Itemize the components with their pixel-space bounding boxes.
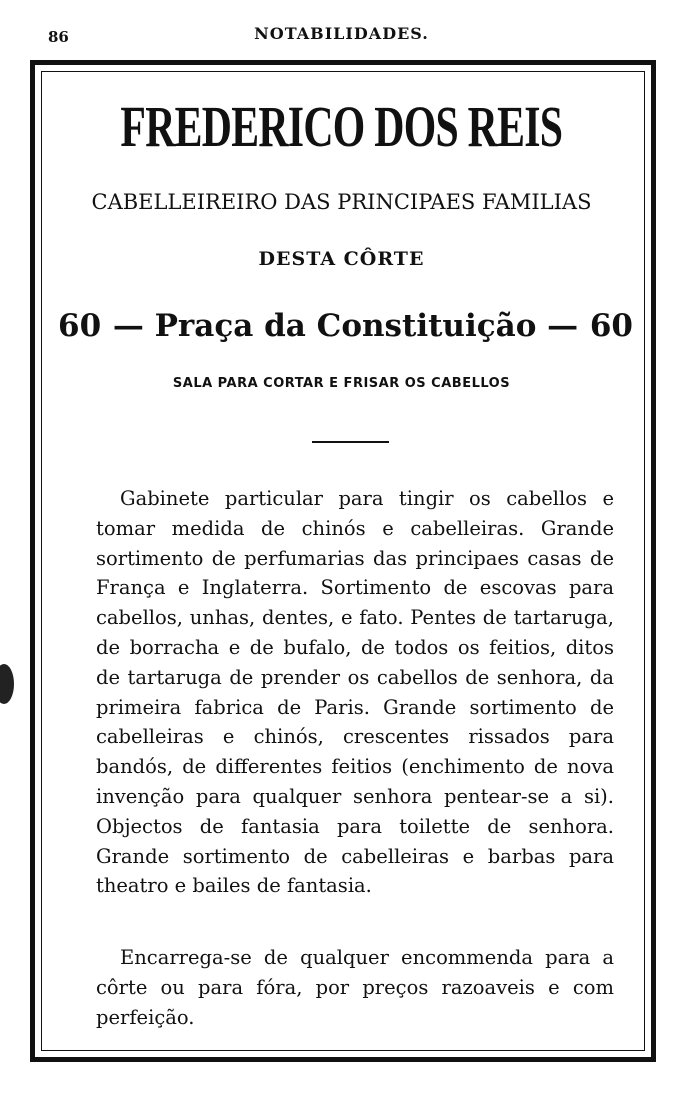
service-description: SALA PARA CORTAR E FRISAR OS CABELLOS bbox=[172, 376, 511, 391]
running-title: NOTABILIDADES. bbox=[254, 24, 429, 43]
paragraph-text: Gabinete particular para tingir os cabellos e tomar medida de chinós e cabelleiras. Grande sortimento de perfumarias das principaes casas de França e Inglaterra. Sortimento de escovas para cabellos, unhas, dentes, e fato. Pentes de tartaruga, de borracha e de bufalo, de todos os feitios, ditos de tartaruga de prender os cabellos de senhora, da primeira fabrica de Paris. Grande sortimento de cabelleiras e chinós, crescentes rissados para bandós, de differentes feitios (enchimento de nova invenção para qualquer senhora pentear-se a si). Objectos de fantasia para toilette de senhora. Grande sortimento de cabelleiras e barbas para theatro e bailes de fantasia. bbox=[96, 487, 614, 898]
advertiser-name: FREDERICO DOS REIS bbox=[120, 94, 563, 159]
ink-blot bbox=[0, 664, 14, 704]
page-number: 86 bbox=[48, 28, 69, 46]
address-number-right: 60 bbox=[589, 308, 633, 344]
paragraph-text: Encarrega-se de qualquer encommenda para a côrte ou para fóra, por preços razoaveis e com perfeição. bbox=[96, 946, 614, 1029]
address-line bbox=[58, 306, 633, 346]
body-paragraph-1 bbox=[96, 484, 614, 901]
section-divider bbox=[312, 441, 389, 443]
advertiser-profession: CABELLEIREIRO DAS PRINCIPAES FAMILIAS bbox=[91, 190, 592, 214]
body-paragraph-2 bbox=[96, 943, 614, 1032]
advertiser-location: DESTA CÔRTE bbox=[258, 248, 425, 270]
address-street: — Praça da Constituição — bbox=[112, 308, 579, 344]
address-number-left: 60 bbox=[58, 308, 102, 344]
